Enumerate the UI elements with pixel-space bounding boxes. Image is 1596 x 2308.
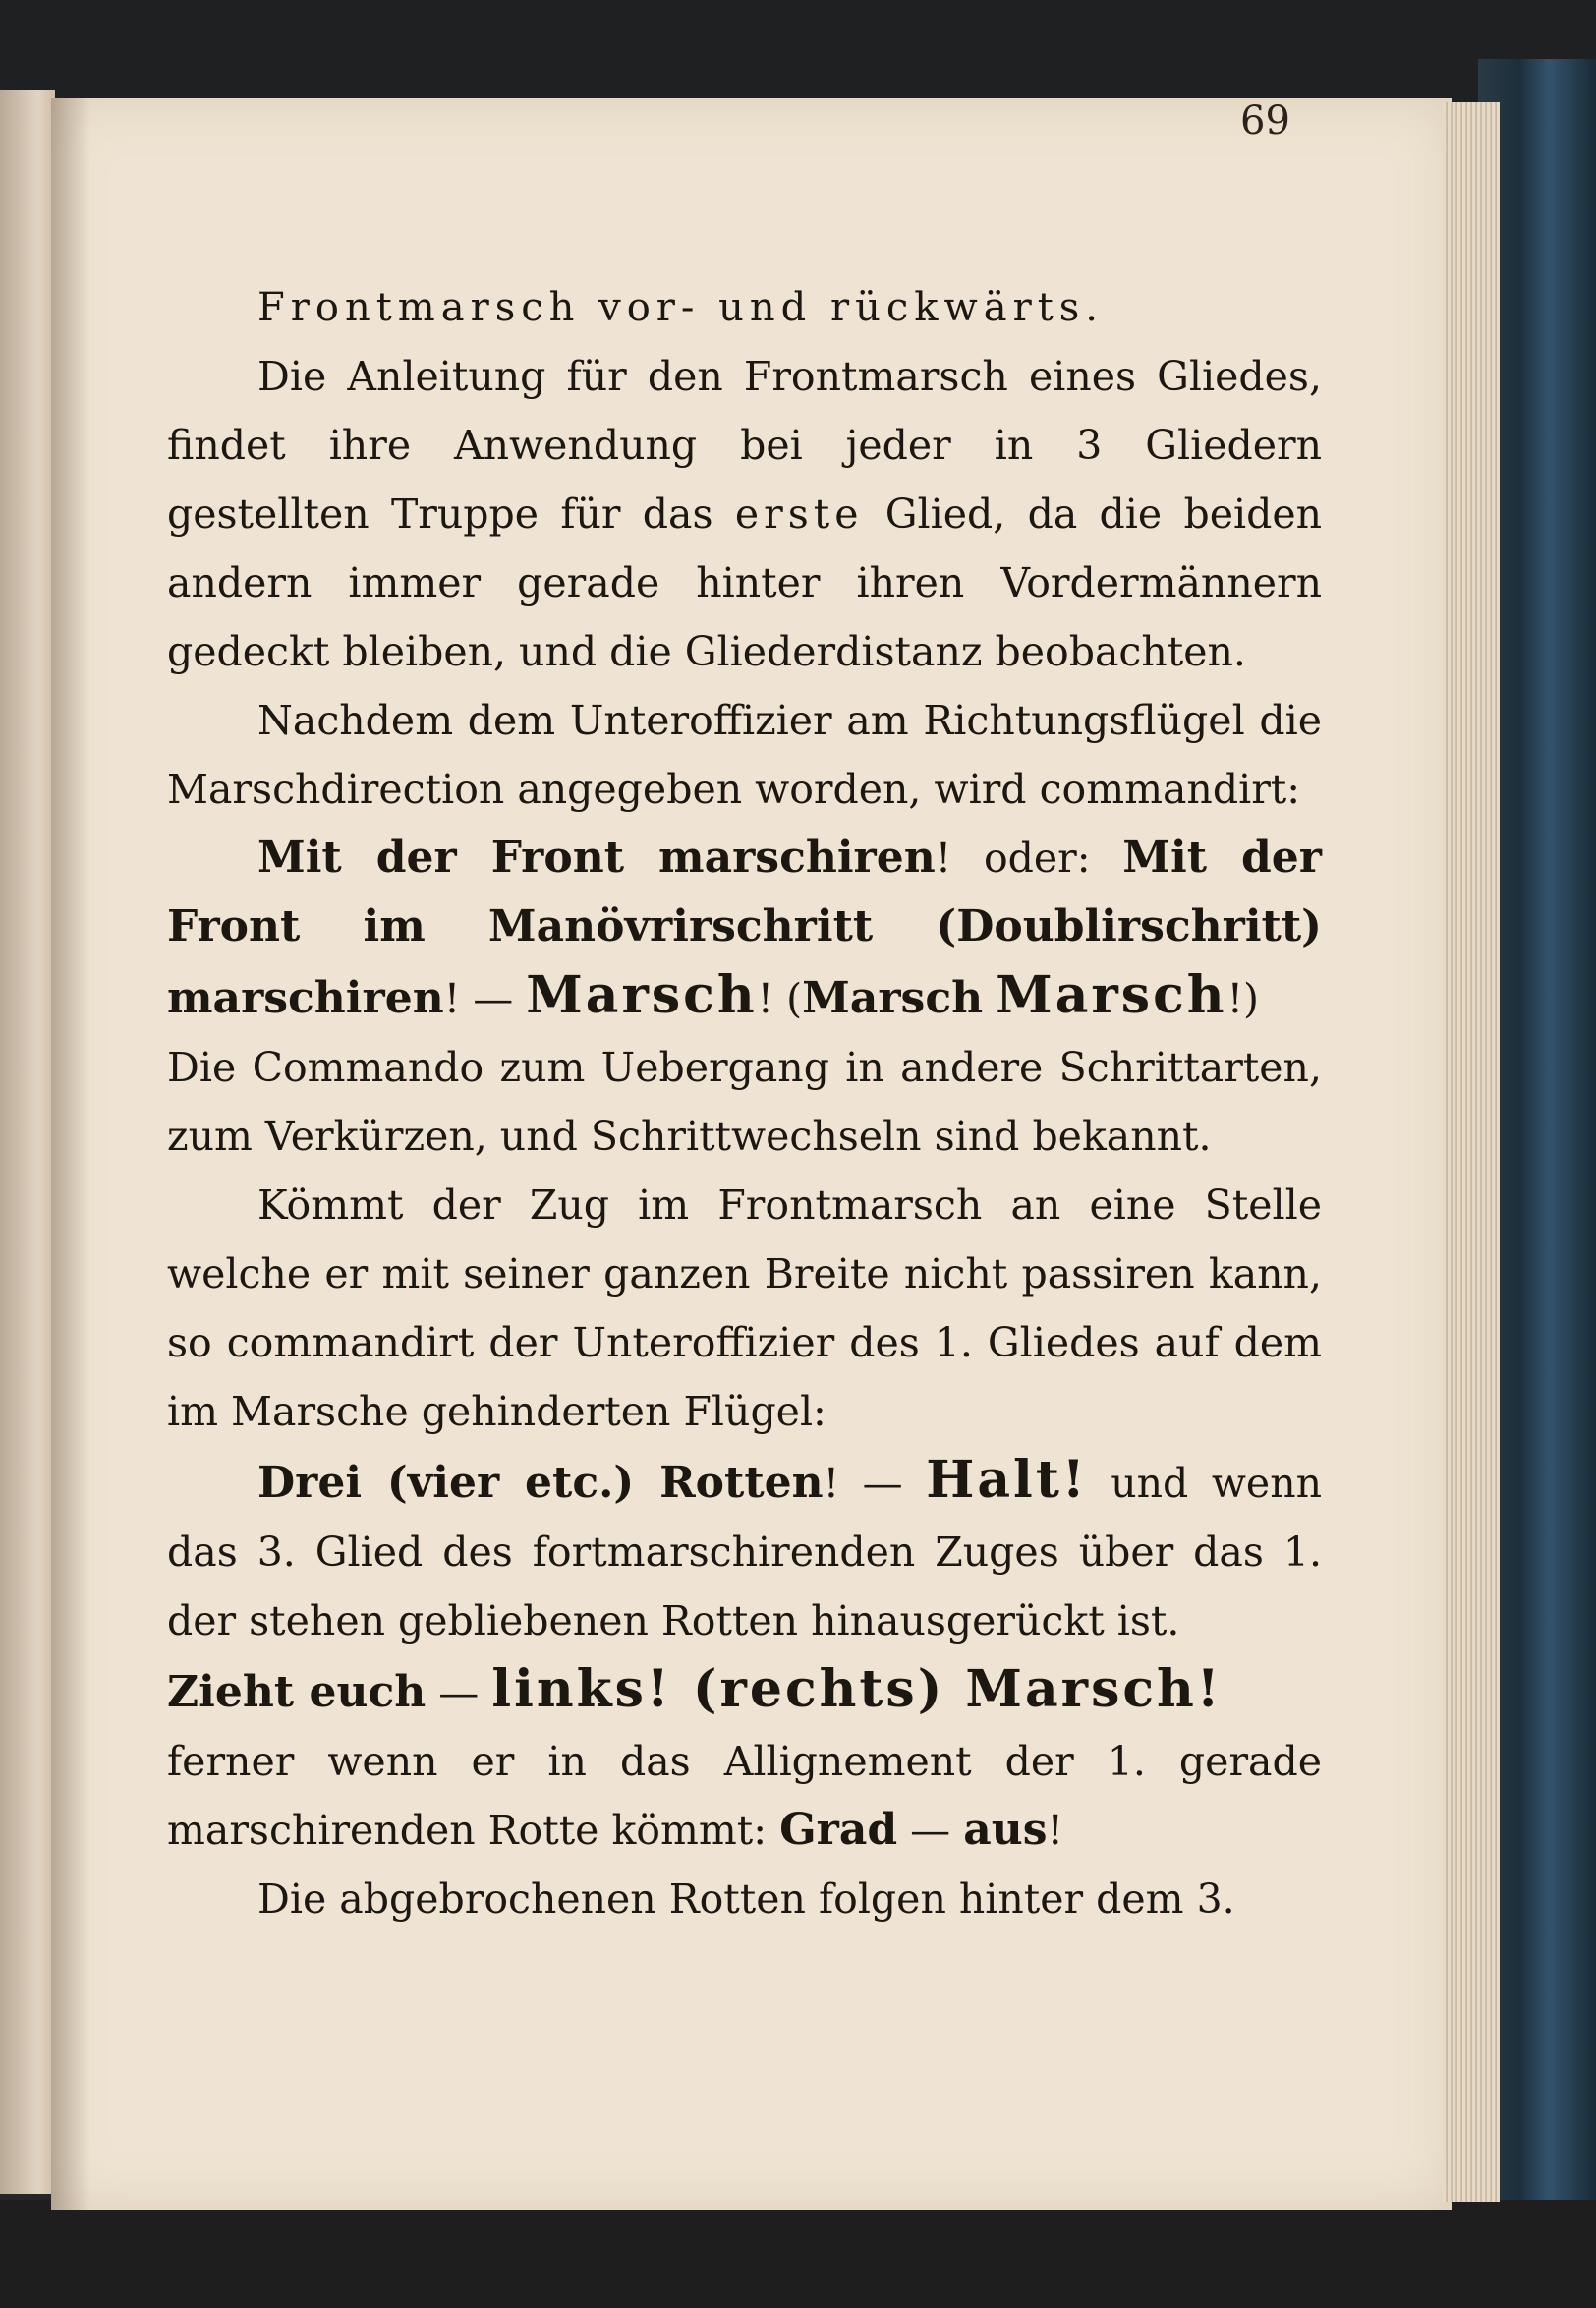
command-sep-9: ! xyxy=(1047,1807,1063,1854)
command-sep-3: ! ( xyxy=(757,975,803,1022)
command-sep-8: — xyxy=(897,1807,964,1854)
page-number: 69 xyxy=(1240,98,1290,144)
command-halt: Halt! xyxy=(926,1450,1088,1510)
command-marsch-big: Marsch xyxy=(996,965,1227,1025)
command-grad: Grad xyxy=(779,1805,898,1855)
command-marsch: Marsch xyxy=(526,965,758,1025)
page-text xyxy=(167,128,1322,1933)
command-mit-der-front: Mit der Front marschiren xyxy=(257,833,936,883)
book-cover-bottom xyxy=(0,2200,1596,2308)
paragraph-2: Nachdem dem Unteroffizier am Richtungsflügel die Marschdirection angegeben worden, wird commandirt: xyxy=(167,697,1322,813)
paragraph-1 xyxy=(167,342,1322,686)
command-marsch-small: Marsch xyxy=(802,973,984,1023)
command-paragraph-1 xyxy=(167,824,1322,1033)
command-zieht-euch: Zieht euch xyxy=(167,1667,427,1717)
p1-text-a: Die Anleitung für den Frontmarsch eines Gliedes, findet ihre Anwendung bei jeder in 3 Gliedern gestellten Truppe für das xyxy=(167,353,1322,538)
paragraph-8-text: ferner wenn er in das Allignement der 1. gerade marschirenden Rotte kömmt: xyxy=(167,1738,1322,1854)
paragraph-5: Kömmt der Zug im Frontmarsch an eine Stelle welche er mit seiner ganzen Breite nicht passiren kann, so commandirt der Unteroffizier des 1. Gliedes auf dem im Marsche gehinderten Flügel: xyxy=(167,1182,1322,1435)
command-paragraph-3 xyxy=(167,1655,1322,1727)
command-paragraph-2 xyxy=(167,1446,1322,1655)
paragraph-9: Die abgebrochenen Rotten folgen hinter dem 3. xyxy=(257,1875,1235,1923)
section-heading: Frontmarsch vor- und rückwärts. xyxy=(257,285,1105,330)
command-links-rechts-marsch: links! (rechts) Marsch! xyxy=(491,1659,1223,1719)
command-sep-4 xyxy=(983,975,996,1022)
command-sep-6: ! — xyxy=(823,1460,927,1507)
paragraph-6-text: und wenn das 3. Glied des fortmarschirenden Zuges über das 1. der stehen gebliebenen Rotten hinausgerückt ist. xyxy=(167,1460,1323,1644)
facing-page-edge xyxy=(0,90,55,2194)
book-cover-top xyxy=(0,0,1596,108)
command-sep-5: !) xyxy=(1226,975,1260,1022)
command-sep-7: — xyxy=(426,1669,492,1716)
paragraph-8 xyxy=(167,1727,1322,1865)
command-sep-1: ! oder: xyxy=(935,835,1123,882)
gutter-shadow xyxy=(51,98,90,2210)
paragraph-4: Die Commando zum Uebergang in andere Schrittarten, zum Verkürzen, und Schrittwechseln sind bekannt. xyxy=(167,1044,1322,1160)
p1-spaced-word: erste xyxy=(734,490,864,538)
command-aus: aus xyxy=(963,1805,1048,1855)
command-manoevrirschritt: Mit der Front im Manövrirschritt (Doublirschritt) marschiren xyxy=(167,833,1322,1023)
command-drei-rotten: Drei (vier etc.) Rotten xyxy=(257,1458,824,1508)
page-block-edges xyxy=(1443,102,1500,2202)
command-sep-2: ! — xyxy=(443,975,527,1022)
p1-text-b: Glied, da die beiden andern immer gerade hinter ihren Vordermännern gedeckt bleiben, und die Gliederdistanz beobachten. xyxy=(167,490,1322,675)
